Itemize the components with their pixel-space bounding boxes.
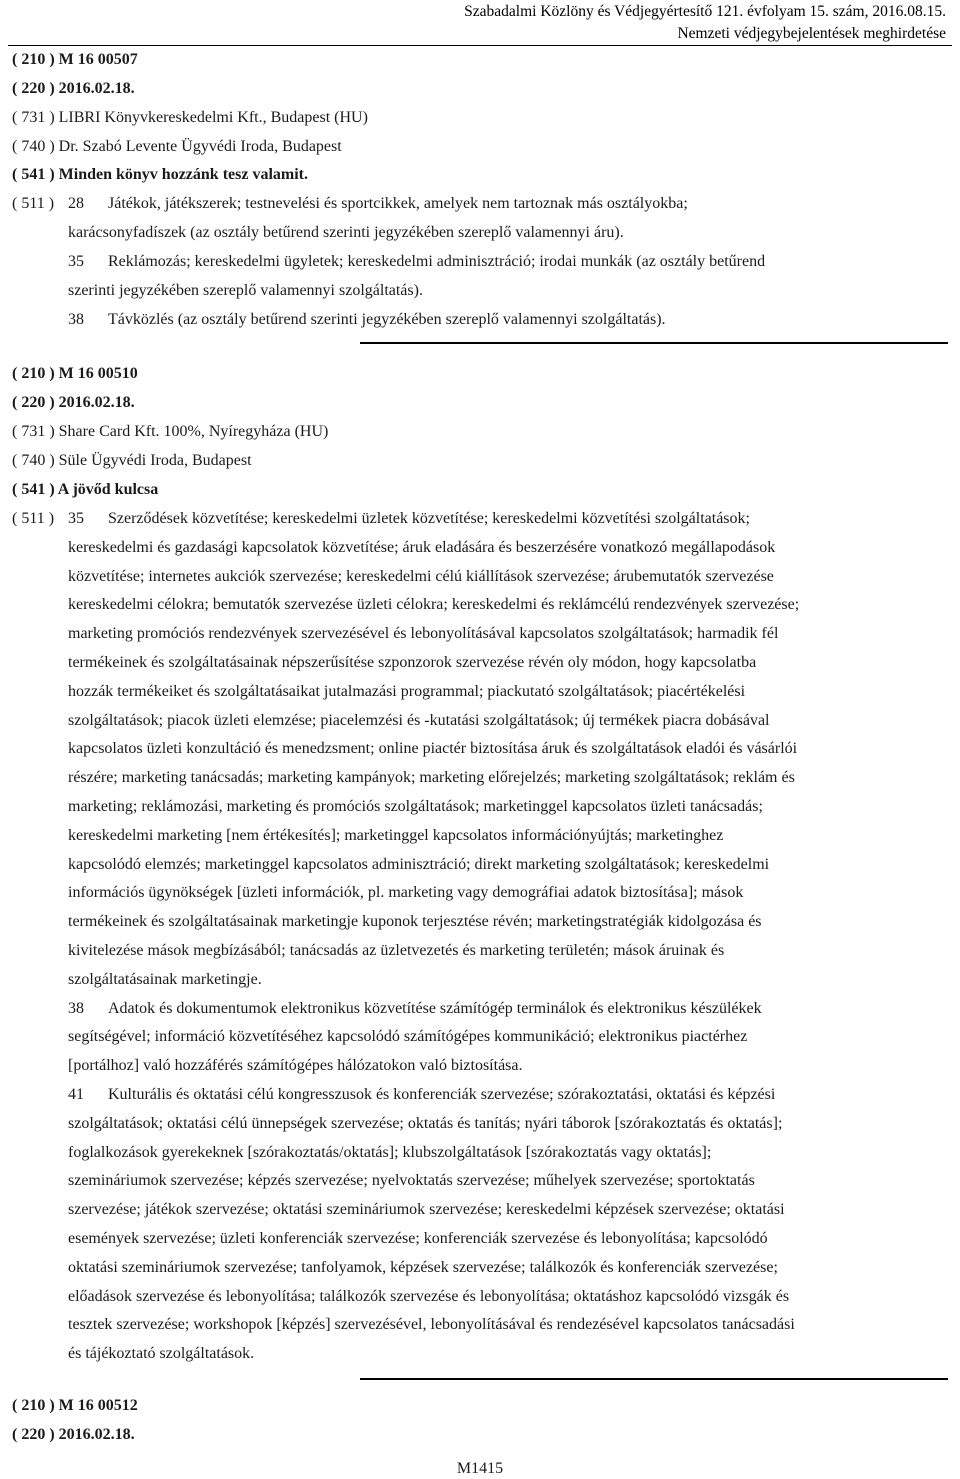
entry-2-representative: ( 740 ) Süle Ügyvédi Iroda, Budapest [12,452,252,469]
entry-1-filing-date: ( 220 ) 2016.02.18. [12,80,135,97]
entry-2-class-text-line: információs ügynökségek [üzleti információk, pl. marketing vagy demográfiai adatok biztosítása]; mások [68,884,744,901]
entry-separator [360,1378,948,1380]
entry-1-class-text-line: szerinti jegyzékében szereplő valamennyi szolgáltatás). [68,282,423,299]
entry-2-class-text-line: marketing; reklámozási, marketing és promóciós szolgáltatások; marketinggel kapcsolatos üzleti tanácsadás; [68,798,763,815]
entry-1-applicant: ( 731 ) LIBRI Könyvkereskedelmi Kft., Budapest (HU) [12,109,368,126]
entry-1-trademark: ( 541 ) Minden könyv hozzánk tesz valamit. [12,166,308,183]
entry-1-class-number: 38 [68,311,84,328]
entry-2-class-text-line: szolgáltatásainak marketingje. [68,971,262,988]
entry-1-class-text-line: Távközlés (az osztály betűrend szerinti jegyzékében szereplő valamennyi szolgáltatás). [108,311,666,328]
entry-1-class-text-line: karácsonyfadíszek (az osztály betűrend szerinti jegyzékében szereplő valamennyi áru). [68,224,624,241]
entry-2-class-text-line: hozzák termékeiket és szolgáltatásaikat jutalmazási programmal; piackutató szolgáltatások; piacértékelési [68,683,746,700]
entry-2-class-text-line: kapcsolatos üzleti konzultáció és menedzsment; online piactér biztosítása áruk és szolgáltatások eladói és vásárlói [68,740,798,757]
journal-header: Szabadalmi Közlöny és Védjegyértesítő 121. évfolyam 15. szám, 2016.08.15. [464,3,946,20]
entry-2-class-text-line: előadások szervezése és lebonyolítása; találkozók szervezése és lebonyolítása; oktatáshoz kapcsolódó vizsgák és [68,1288,790,1305]
entry-3-application-number: ( 210 ) M 16 00512 [12,1397,138,1414]
entry-2-class-text-line: Szerződések közvetítése; kereskedelmi üzletek közvetítése; kereskedelmi közvetítési szolgáltatások; [108,510,750,527]
entry-2-class-text-line: kereskedelmi célokra; bemutatók szervezése üzleti célokra; kereskedelmi és reklámcélú rendezvények szervezése; [68,596,800,613]
entry-2-classes-label: ( 511 ) [12,510,55,527]
entry-2-class-number: 35 [68,510,84,527]
entry-2-class-text-line: közvetítése; internetes aukciók szervezése; kereskedelmi célú kiállítások szervezése; árubemutatók szervezése [68,568,774,585]
entry-2-class-text-line: részére; marketing tanácsadás; marketing kampányok; marketing előrejelzés; marketing szolgáltatások; reklám és [68,769,795,786]
entry-1-class-number: 28 [68,195,84,212]
entry-1-representative: ( 740 ) Dr. Szabó Levente Ügyvédi Iroda, Budapest [12,138,342,155]
entry-2-class-text-line: Adatok és dokumentumok elektronikus közvetítése számítógép terminálok és elektronikus készülékek [108,1000,762,1017]
entry-2-class-text-line: foglalkozások gyerekeknek [szórakoztatás/oktatás]; klubszolgáltatások [szórakoztatás vagy oktatás]; [68,1144,712,1161]
entry-2-class-text-line: szolgáltatások; piacok üzleti elemzése; piacelemzési és -kutatási szolgáltatások; új termékek piacra dobásával [68,712,770,729]
entry-2-class-text-line: kapcsolódó elemzés; marketinggel kapcsolatos adminisztráció; direkt marketing szolgáltatások; kereskedelmi [68,856,770,873]
entry-2-class-text-line: Kulturális és oktatási célú kongresszusok és konferenciák szervezése; szórakoztatási, oktatási és képzési [108,1086,776,1103]
entry-2-class-text-line: kereskedelmi marketing [nem értékesítés]; marketinggel kapcsolatos információnyújtás; marketinghez [68,827,724,844]
entry-3-filing-date: ( 220 ) 2016.02.18. [12,1426,135,1443]
entry-2-class-text-line: termékeinek és szolgáltatásainak népszerűsítése szponzorok szervezése révén oly módon, hogy kapcsolatba [68,654,757,671]
entry-2-class-number: 41 [68,1086,84,1103]
entry-2-class-text-line: [portálhoz] való hozzáférés számítógépes hálózatokon való biztosítása. [68,1057,523,1074]
entry-1-class-text-line: Játékok, játékszerek; testnevelési és sportcikkek, amelyek nem tartoznak más osztályokba; [108,195,688,212]
entry-2-class-text-line: oktatási szemináriumok szervezése; tanfolyamok, képzések szervezése; találkozók és konferenciák szervezése; [68,1259,778,1276]
entry-2-trademark: ( 541 ) A jövőd kulcsa [12,481,159,498]
entry-2-class-text-line: termékeinek és szolgáltatásainak marketingje kuponok terjesztése révén; marketingstratégiák kidolgozása és [68,913,762,930]
entry-2-class-text-line: tesztek szervezése; workshopok [képzés] szervezésével, lebonyolításával és rendezésével kapcsolatos tanácsadási [68,1316,795,1333]
entry-2-class-text-line: szervezése; játékok szervezése; oktatási szemináriumok szervezése; kereskedelmi képzések szervezése; oktatási [68,1201,785,1218]
entry-2-applicant: ( 731 ) Share Card Kft. 100%, Nyíregyháza (HU) [12,423,329,440]
entry-1-classes-label: ( 511 ) [12,195,55,212]
entry-2-class-text-line: marketing promóciós rendezvények szervezésével és lebonyolításával kapcsolatos szolgáltatások; harmadik fél [68,625,779,642]
entry-2-class-text-line: szemináriumok szervezése; képzés szervezése; nyelvoktatás szervezése; műhelyek szervezése; sportoktatás [68,1172,755,1189]
entry-2-class-text-line: segítségével; információ közvetítéséhez kapcsolódó számítógépes kommunikáció; elektronikus piactérhez [68,1028,748,1045]
entry-2-class-text-line: és tájékoztató szolgáltatások. [68,1345,255,1362]
entry-separator [360,342,948,344]
entry-1-class-text-line: Reklámozás; kereskedelmi ügyletek; kereskedelmi adminisztráció; irodai munkák (az osztály betűrend [108,253,766,270]
entry-2-filing-date: ( 220 ) 2016.02.18. [12,394,135,411]
entry-2-application-number: ( 210 ) M 16 00510 [12,365,138,382]
entry-2-class-number: 38 [68,1000,84,1017]
header-rule [8,45,952,46]
entry-1-application-number: ( 210 ) M 16 00507 [12,51,138,68]
section-header: Nemzeti védjegybejelentések meghirdetése [677,25,946,42]
entry-1-class-number: 35 [68,253,84,270]
entry-2-class-text-line: kereskedelmi és gazdasági kapcsolatok közvetítése; áruk eladására és beszerzésére vonatkozó megállapodások [68,539,776,556]
entry-2-class-text-line: szolgáltatások; oktatási célú ünnepségek szervezése; oktatás és tanítás; nyári táborok [szórakoztatás és oktatás]; [68,1115,783,1132]
page-number: M1415 [456,1460,504,1477]
entry-2-class-text-line: események szervezése; üzleti konferenciák szervezése; konferenciák szervezése és lebonyolítása; kapcsolódó [68,1230,768,1247]
entry-2-class-text-line: kivitelezése mások megbízásából; tanácsadás az üzletvezetés és marketing területén; mások áruinak és [68,942,725,959]
